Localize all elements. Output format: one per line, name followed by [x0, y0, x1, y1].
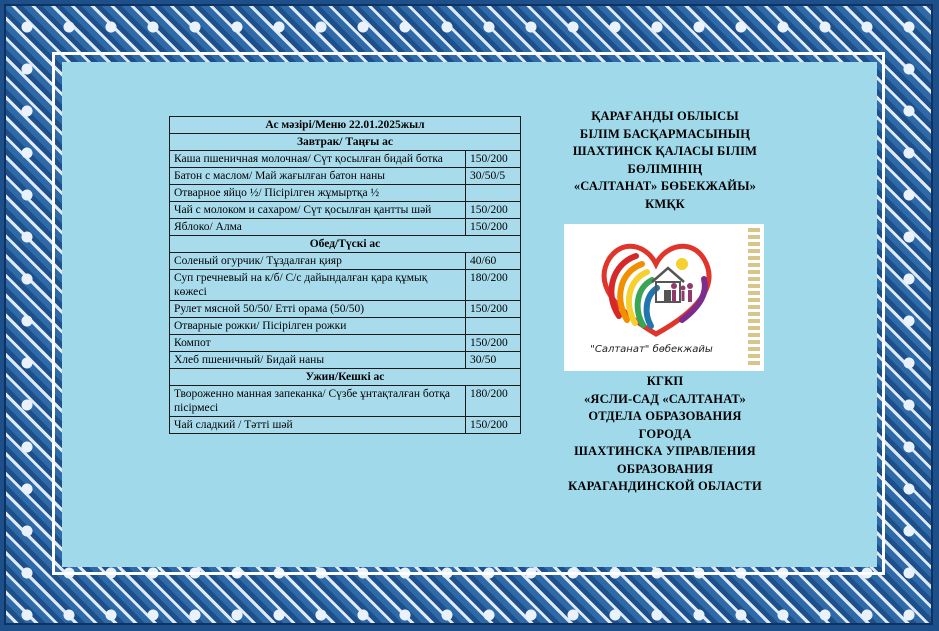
menu-title-row [170, 117, 521, 134]
organization-name-russian [540, 373, 790, 496]
menu-item-name: Суп гречневый на к/б/ С/с дайындалған қара құмық көжесі [170, 270, 466, 301]
org-ru-line: КГКП [646, 374, 684, 388]
menu-item-portion [466, 318, 521, 335]
org-ru-line: «ЯСЛИ-САД «САЛТАНАТ» [583, 391, 746, 406]
org-kz-line: БІЛІМ БАСҚАРМАСЫНЫҢ [579, 126, 751, 141]
menu-item-portion: 150/200 [466, 219, 521, 236]
logo-caption: "Салтанат" бөбекжайы [590, 344, 713, 355]
menu-item-name: Яблоко/ Алма [170, 219, 466, 236]
menu-section-row [170, 134, 521, 151]
menu-item-name: Чай с молоком и сахаром/ Сүт қосылған қантты шәй [170, 202, 466, 219]
menu-item-row [170, 219, 521, 236]
menu-item-name: Рулет мясной 50/50/ Етті орама (50/50) [170, 301, 466, 318]
org-ru-line: ГОРОДА [638, 426, 692, 441]
menu-item-portion: 180/200 [466, 386, 521, 417]
menu-section-heading: Ужин/Кешкі ас [170, 369, 521, 386]
menu-title: Ас мәзірі/Меню 22.01.2025жыл [170, 117, 521, 134]
menu-item-portion: 150/200 [466, 301, 521, 318]
menu-item-row [170, 352, 521, 369]
menu-item-name: Соленый огурчик/ Тұздалған қияр [170, 253, 466, 270]
menu-item-row [170, 151, 521, 168]
org-ru-line: ОТДЕЛА ОБРАЗОВАНИЯ [588, 409, 742, 423]
org-kz-line: ҚАРАҒАНДЫ ОБЛЫСЫ [591, 109, 739, 123]
menu-item-row [170, 253, 521, 270]
org-ru-line: КАРАГАНДИНСКОЙ ОБЛАСТИ [568, 479, 762, 493]
menu-item-portion: 150/200 [466, 335, 521, 352]
menu-item-row [170, 270, 521, 301]
menu-item-portion: 30/50/5 [466, 168, 521, 185]
menu-item-portion [466, 185, 521, 202]
menu-item-portion: 150/200 [466, 151, 521, 168]
menu-item-portion: 150/200 [466, 417, 521, 434]
menu-table [169, 116, 521, 434]
menu-item-name: Батон с маслом/ Май жағылған батон наны [170, 168, 466, 185]
menu-item-row [170, 168, 521, 185]
menu-item-row [170, 301, 521, 318]
menu-item-row [170, 185, 521, 202]
menu-item-portion: 30/50 [466, 352, 521, 369]
org-kz-line: БӨЛІМІНІҢ [627, 161, 703, 176]
menu-section-row [170, 369, 521, 386]
menu-item-portion: 180/200 [466, 270, 521, 301]
menu-item-portion: 150/200 [466, 202, 521, 219]
organization-name-kazakh [540, 108, 790, 213]
logo-decorative-strip [748, 228, 760, 366]
menu-section-heading: Завтрак/ Таңғы ас [170, 134, 521, 151]
org-kz-line: ШАХТИНСК ҚАЛАСЫ БІЛІМ [572, 144, 758, 158]
menu-section-row [170, 236, 521, 253]
menu-item-name: Хлеб пшеничный/ Бидай наны [170, 352, 466, 369]
org-kz-line: «САЛТАНАТ» БӨБЕКЖАЙЫ» [573, 179, 757, 193]
menu-item-name: Твороженно манная запеканка/ Сүзбе ұнтақталған ботқа пісірмесі [170, 386, 466, 417]
org-ru-line: ШАХТИНСКА УПРАВЛЕНИЯ [574, 444, 756, 458]
org-kz-line: КМҚК [645, 196, 685, 211]
menu-item-row [170, 417, 521, 434]
menu-item-portion: 40/60 [466, 253, 521, 270]
menu-item-name: Чай сладкий / Тәтті шәй [170, 417, 466, 434]
org-ru-line: ОБРАЗОВАНИЯ [616, 461, 714, 476]
kindergarten-logo [564, 224, 764, 371]
menu-item-row [170, 318, 521, 335]
menu-item-name: Компот [170, 335, 466, 352]
menu-item-row [170, 202, 521, 219]
menu-item-name: Отварное яйцо ½/ Пісірілген жұмыртқа ½ [170, 185, 466, 202]
menu-item-name: Отварные рожки/ Пісірілген рожки [170, 318, 466, 335]
menu-section-heading: Обед/Түскі ас [170, 236, 521, 253]
menu-item-row [170, 335, 521, 352]
menu-item-name: Каша пшеничная молочная/ Сүт қосылған бидай ботка [170, 151, 466, 168]
menu-item-row [170, 386, 521, 417]
